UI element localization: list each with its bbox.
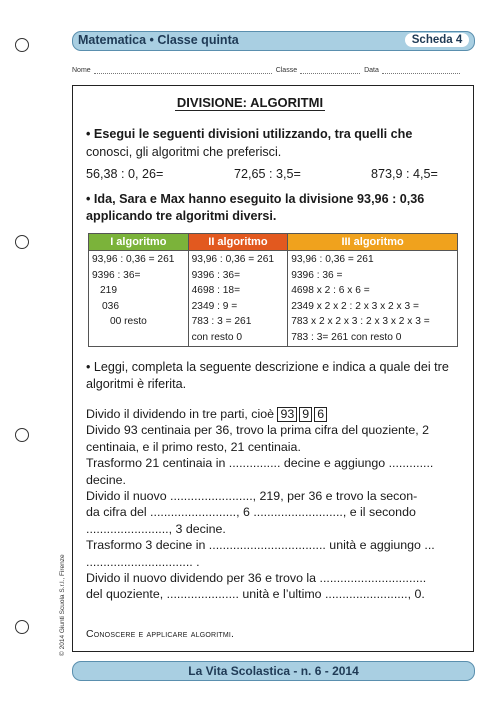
data-line [382, 65, 460, 74]
header-title: Matematica • Classe quinta [78, 33, 239, 47]
nome-label: Nome [72, 67, 91, 74]
table-row [89, 251, 458, 347]
description-text [86, 406, 464, 603]
student-fields [72, 65, 473, 74]
algo1-step: 00 resto [110, 316, 147, 327]
algo1-step: 9396 : 36= [92, 269, 141, 281]
exercise3-line2: algoritmi è riferita. [86, 377, 187, 391]
algo2-step: con resto 0 [191, 331, 243, 343]
fill-in-line[interactable]: Trasformo 21 centinaia in ............... decine e aggiungo ............. [86, 456, 434, 471]
fill-in-line[interactable]: da cifra del ........................., 6 .........................., e il secondo [86, 505, 416, 520]
algo2-step: 783 : 3 = 261 [191, 316, 252, 327]
algo3-step: 4698 x 2 : 6 x 6 = [291, 285, 370, 296]
bullet-icon: • [86, 127, 91, 141]
description-line: Divido 93 centinaia per 36, trovo la prima cifra del quoziente, 2 [86, 423, 429, 438]
title-text: DIVISIONE: ALGORITMI [176, 95, 324, 110]
digit-box: 93 [277, 407, 297, 422]
algo2-step: 4698 : 18= [191, 285, 241, 296]
fill-in-line[interactable]: ........................, 3 decine. [86, 521, 226, 536]
algo2-step: 2349 : 9 = [191, 300, 238, 312]
algo3-step: 93,96 : 0,36 = 261 [291, 254, 374, 265]
binder-hole [15, 38, 29, 52]
nome-field[interactable] [72, 65, 272, 74]
table-header-row [89, 234, 458, 251]
binder-hole [15, 428, 29, 442]
description-line: decine. [86, 472, 126, 487]
scheda-label: Scheda 4 [405, 33, 469, 47]
operation-1: 56,38 : 0, 26= [86, 167, 164, 181]
algo3-step: 783 : 3= 261 con resto 0 [291, 331, 402, 343]
algo1-step: 036 [102, 300, 119, 312]
digit-box: 6 [314, 407, 327, 422]
classe-field[interactable] [276, 65, 360, 74]
algo2-step: 93,96 : 0,36 = 261 [191, 254, 275, 265]
description-line [86, 406, 464, 422]
exercise1-line1 [86, 125, 412, 143]
algoritmo-3-cell [288, 251, 458, 347]
data-field[interactable] [364, 65, 460, 74]
header-algoritmo-1: I algoritmo [89, 234, 189, 251]
fill-in-line[interactable]: del quoziente, ..................... unità e l’ultimo ........................, 0. [86, 587, 425, 602]
description-line: centinaia, e il primo resto, 21 centinaia. [86, 439, 301, 454]
fill-in-line[interactable]: Trasformo 3 decine in .................................. unità e aggiungo ... [86, 538, 435, 553]
algorithms-table [88, 233, 458, 347]
algoritmo-1-cell [89, 251, 189, 347]
fill-in-line[interactable]: Divido il nuovo dividendo per 36 e trovo la ............................... [86, 571, 427, 586]
binder-hole [15, 620, 29, 634]
exercise1-text: Esegui le seguenti divisioni utilizzando, tra quelli che [93, 127, 413, 141]
exercise2-line2: applicando tre algoritmi diversi. [86, 209, 277, 223]
algo3-step: 783 x 2 x 2 x 3 : 2 x 3 x 2 x 3 = [291, 316, 430, 327]
algo3-step: 2349 x 2 x 2 : 2 x 3 x 2 x 3 = [291, 300, 419, 312]
algo1-step: 219 [100, 285, 117, 296]
learning-objective: Conoscere e applicare algoritmi. [86, 628, 235, 640]
classe-label: Classe [275, 67, 298, 74]
operation-3: 873,9 : 4,5= [371, 167, 438, 181]
footer-bar: La Vita Scolastica - n. 6 - 2014 [72, 661, 475, 681]
header-algoritmo-3: III algoritmo [288, 234, 458, 251]
algo2-step: 9396 : 36= [191, 269, 241, 281]
exercise2-line1: • Ida, Sara e Max hanno eseguito la divisione 93,96 : 0,36 [86, 192, 425, 206]
data-label: Data [364, 67, 379, 74]
fill-in-line[interactable]: Divido il nuovo ........................, 219, per 36 e trovo la secon- [86, 489, 418, 504]
copyright-text: © 2014 Giunti Scuola S.r.l., Firenze [59, 554, 66, 656]
description-intro: Divido il dividendo in tre parti, cioè [86, 407, 275, 421]
classe-line [300, 65, 360, 74]
algoritmo-2-cell [188, 251, 288, 347]
worksheet-title [0, 95, 500, 110]
exercise3-line1: • Leggi, completa la seguente descrizione e indica a quale dei tre [86, 360, 449, 374]
digit-box: 9 [299, 407, 312, 422]
fill-in-line[interactable]: ............................... . [86, 554, 200, 569]
algo3-step: 9396 : 36 = [291, 269, 343, 281]
header-algoritmo-2: II algoritmo [188, 234, 288, 251]
binder-hole [15, 235, 29, 249]
algo1-step: 93,96 : 0,36 = 261 [92, 254, 175, 265]
exercise1-line2: conosci, gli algoritmi che preferisci. [86, 145, 282, 159]
nome-line [94, 65, 272, 74]
operation-2: 72,65 : 3,5= [234, 167, 301, 181]
